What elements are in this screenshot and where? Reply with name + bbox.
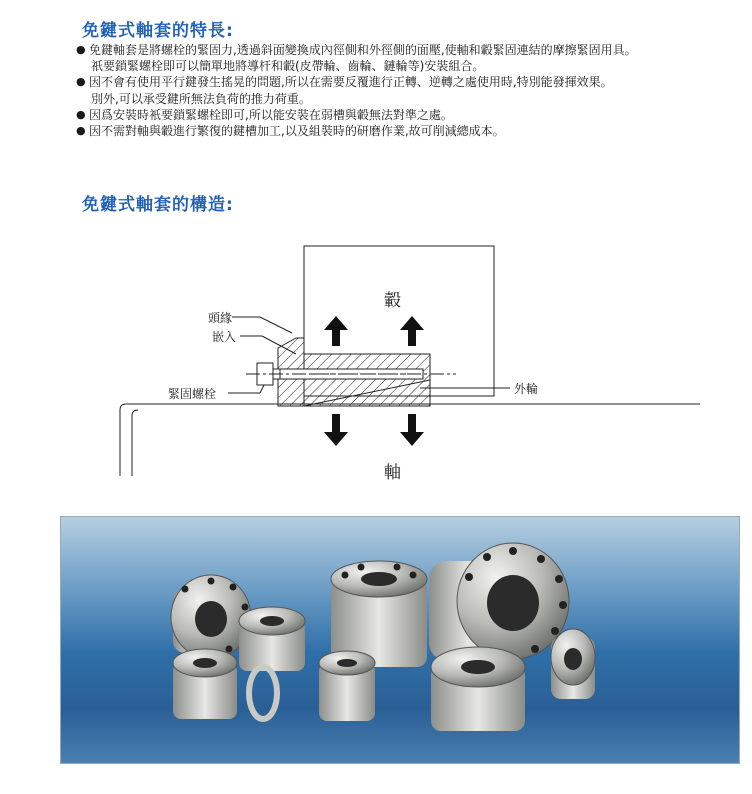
flange-label: 頭緣 — [208, 311, 233, 325]
feature-text: 因不需對軸與轂進行繁復的鍵槽加工,以及組裝時的研磨作業,故可削減總成本。 — [89, 124, 505, 139]
feature-item-2 — [76, 74, 746, 106]
bullet-icon: ● — [76, 75, 86, 89]
features-list — [76, 42, 746, 139]
features-title: 免鍵式軸套的特長: — [82, 21, 234, 41]
feature-continuation: 別外,可以承受鍵所無法負荷的推力荷重。 — [91, 91, 311, 106]
feature-item-4 — [76, 123, 746, 139]
structure-diagram-svg — [0, 230, 752, 510]
shaft-label: 軸 — [384, 463, 401, 483]
bolt-label: 緊固螺栓 — [168, 387, 217, 401]
feature-text: 免鍵軸套是將螺栓的緊固力,透過斜面變換成內徑側和外徑側的面壓,使軸和轂緊固連結的摩擦緊固用具。 — [89, 43, 637, 57]
arrow-down-icon — [324, 414, 348, 446]
coupling-large-icon — [429, 543, 569, 661]
bullet-icon: ● — [76, 107, 86, 121]
bullet-icon: ● — [76, 43, 86, 56]
structure-title: 免鍵式軸套的構造: — [82, 195, 234, 215]
feature-continuation: 祇要鎖緊螺栓即可以簡單地將導杆和轂(皮帶輪、齒輪、鏈輪等)安裝組合。 — [91, 59, 485, 74]
product-photo — [60, 516, 740, 764]
structure-diagram — [0, 230, 752, 510]
insert-label: 嵌入 — [212, 330, 237, 344]
product-photo-illustration — [61, 517, 739, 763]
hub-label: 轂 — [384, 291, 401, 311]
feature-item-1 — [76, 42, 746, 74]
outer-ring-label: 外輪 — [514, 382, 539, 396]
arrow-down-icon — [400, 414, 424, 446]
feature-item-3 — [76, 107, 746, 123]
feature-text: 因爲安裝時衹要鎖緊螺栓即可,所以能安裝在弱槽與轂無法對準之處。 — [89, 107, 453, 122]
feature-text: 因不會有使用平行鍵發生搖晃的問題,所以在需要反覆進行正轉、逆轉之處使用時,特別能發揮效果。 — [89, 75, 613, 90]
bullet-icon: ● — [76, 124, 86, 138]
